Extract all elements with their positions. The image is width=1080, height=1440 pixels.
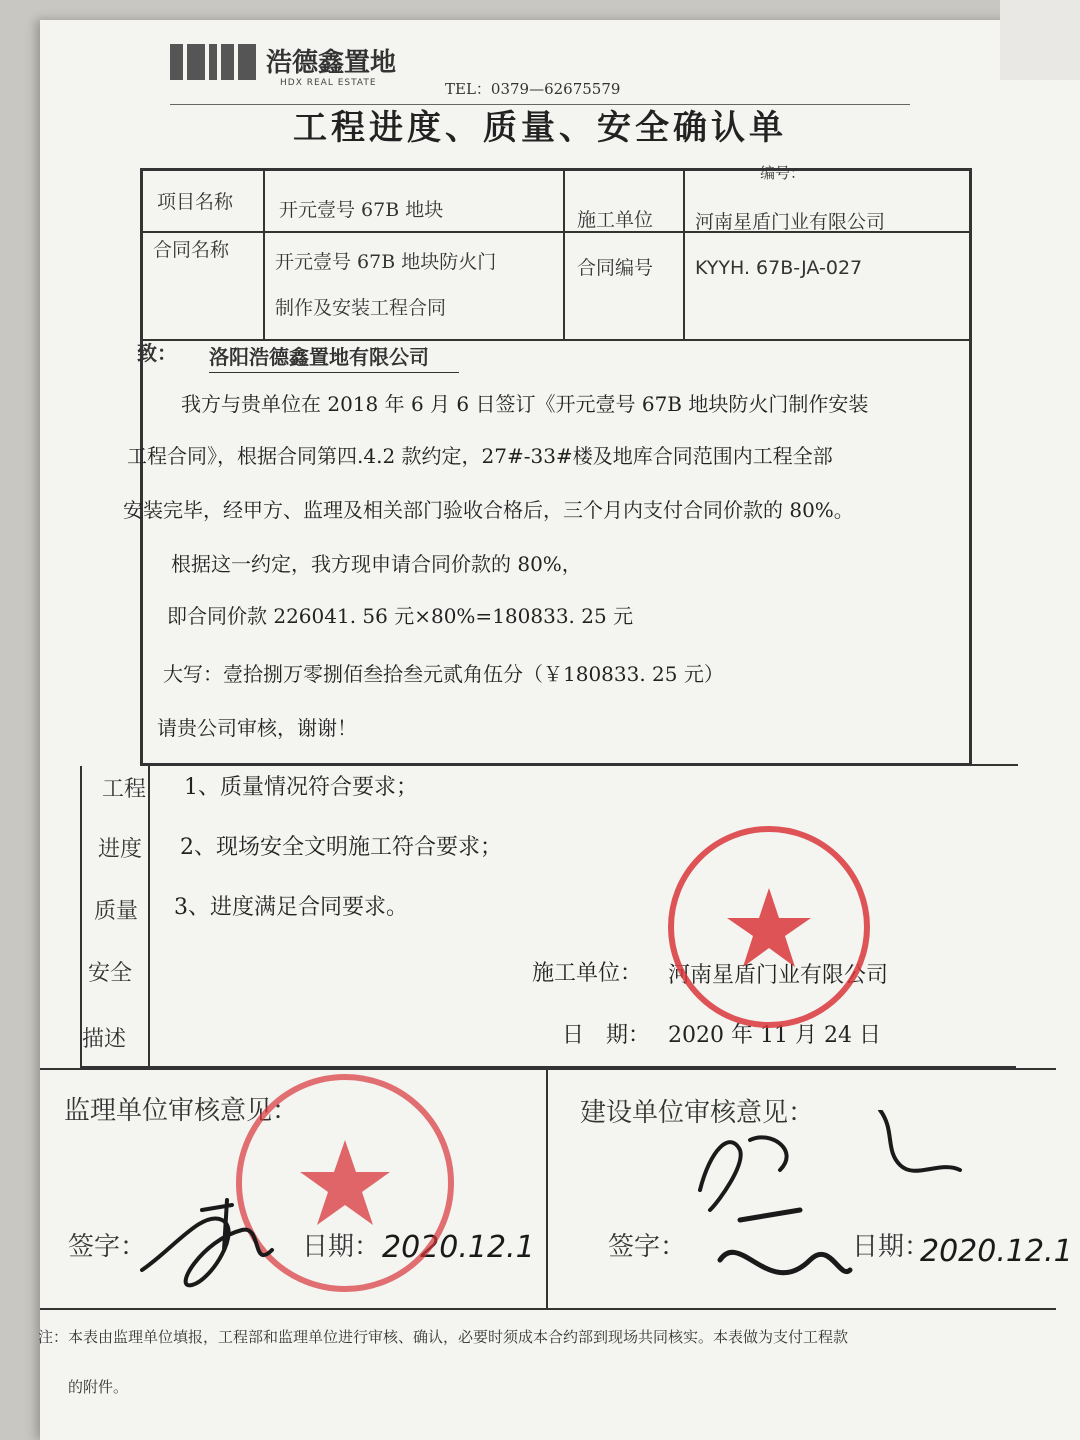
owner-review-label: 建设单位审核意见： (580, 1098, 815, 1128)
serial-number-label: 编号： (760, 164, 806, 182)
owner-date-label: 日期： (852, 1232, 931, 1262)
grid-line (563, 171, 565, 339)
supervisor-review-label: 监理单位审核意见： (64, 1096, 299, 1126)
letter-paragraph-1-line-3: 安装完毕，经甲方、监理及相关部门验收合格后，三个月内支付合同价款的 80%。 (123, 498, 854, 522)
supervisor-date-label: 日期： (302, 1232, 381, 1262)
info-form (123, 168, 972, 766)
contractor-value: 河南星盾门业有限公司 (695, 211, 886, 233)
footer-note-line-2: 的附件。 (68, 1378, 129, 1396)
description-item-1: 1、质量情况符合要求； (184, 775, 418, 800)
description-item-2: 2、现场安全文明施工符合要求； (180, 835, 502, 860)
letterhead (170, 44, 890, 104)
description-item-3: 3、进度满足合同要求。 (174, 895, 408, 920)
description-contractor-label: 施工单位： (532, 961, 643, 986)
letter-paragraph-1-line-2: 工程合同》，根据合同第四.4.2 款约定，27#-33#楼及地库合同范围内工程全部 (127, 444, 833, 468)
grid-line (148, 766, 150, 1066)
contract-no-value: KYYH. 67B-JA-027 (695, 257, 863, 279)
company-logo-icon (170, 44, 256, 80)
contract-name-label: 合同名称 (153, 239, 230, 261)
description-date-label: 日 期： (562, 1023, 651, 1048)
addressee: 洛阳浩德鑫置地有限公司 (209, 341, 459, 373)
company-name-en: HDX REAL ESTATE (280, 78, 377, 88)
contractor-seal-icon (664, 822, 874, 1032)
footer-note-line-1: 注：本表由监理单位填报，工程部和监理单位进行审核、确认，必要时须成本合约部到现场共同核实。本表做为支付工程款 (38, 1328, 849, 1346)
review-section (40, 1068, 1073, 1310)
letter-paragraph-1-line-1: 我方与贵单位在 2018 年 6 月 6 日签订《开元壹号 67B 地块防火门制作安装 (181, 392, 869, 416)
side-label-3: 质量 (94, 899, 139, 924)
grid-line (683, 171, 685, 339)
letter-paragraph-2: 根据这一约定，我方现申请合同价款的 80%， (171, 552, 582, 576)
owner-date-value: 2020.12.1 (920, 1234, 1073, 1269)
letter-amount-in-words: 大写：壹拾捌万零捌佰叁拾叁元贰角伍分（￥180833. 25 元） (163, 662, 724, 686)
contractor-label: 施工单位 (577, 209, 654, 231)
contract-no-label: 合同编号 (577, 257, 654, 279)
side-label-4: 安全 (88, 961, 133, 986)
owner-sign-label: 签字： (608, 1232, 687, 1262)
owner-signature-icon (680, 1110, 1010, 1310)
grid-line (148, 764, 1018, 766)
side-label-1: 工程 (102, 777, 147, 802)
side-label-5: 描述 (82, 1027, 127, 1052)
back-sheet (1000, 0, 1080, 80)
to-label: 致： (137, 341, 177, 365)
letter-closing: 请贵公司审核，谢谢！ (157, 716, 357, 740)
description-date-value: 2020 年 11 月 24 日 (668, 1023, 881, 1048)
company-name: 浩德鑫置地 (266, 48, 397, 78)
supervisor-sign-label: 签字： (68, 1232, 147, 1262)
supervisor-date-value: 2020.12.1 (382, 1230, 535, 1265)
grid-line (263, 171, 265, 339)
project-name-label: 项目名称 (157, 191, 234, 213)
contract-name-line2: 制作及安装工程合同 (275, 297, 447, 319)
grid-line (546, 1070, 548, 1310)
contract-name-line1: 开元壹号 67B 地块防火门 (275, 251, 497, 273)
project-name-value: 开元壹号 67B 地块 (279, 199, 444, 221)
supervisor-signature-icon (132, 1190, 292, 1300)
description-section (80, 766, 1016, 1068)
form-title: 工程进度、质量、安全确认单 (293, 108, 787, 148)
description-contractor-value: 河南星盾门业有限公司 (668, 963, 889, 988)
letter-calculation: 即合同价款 226041. 56 元×80%=180833. 25 元 (167, 604, 634, 628)
telephone: TEL：0379—62675579 (445, 80, 621, 98)
side-label-2: 进度 (98, 837, 143, 862)
